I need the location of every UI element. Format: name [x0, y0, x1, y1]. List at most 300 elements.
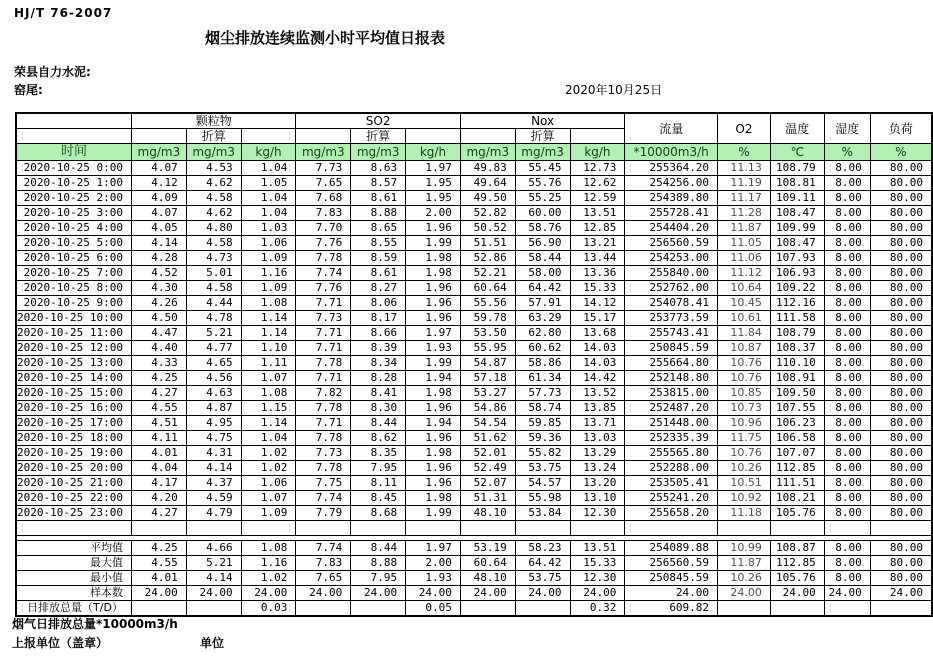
value-cell: 253505.41: [625, 476, 718, 491]
value-cell: 4.33: [131, 356, 186, 371]
value-cell: 55.56: [460, 296, 515, 311]
value-cell: 4.58: [186, 191, 241, 206]
page-title: 烟尘排放连续监测小时平均值日报表: [205, 29, 446, 47]
value-cell: 8.00: [824, 446, 870, 461]
hour-row: [16, 506, 932, 521]
unit-label: 单位: [200, 636, 225, 650]
value-cell: 24.00: [241, 586, 296, 601]
value-cell: 8.68: [351, 506, 406, 521]
value-cell: 12.73: [570, 161, 625, 176]
flow-unit: *10000m3/h: [625, 144, 718, 161]
value-cell: 80.00: [870, 491, 932, 506]
corner-cell: [16, 113, 131, 129]
value-cell: 14.12: [570, 296, 625, 311]
summary-label-cell: 最大值: [16, 556, 131, 571]
value-cell: 4.50: [131, 311, 186, 326]
value-cell: 7.65: [296, 176, 351, 191]
value-cell: 4.01: [131, 446, 186, 461]
value-cell: 80.00: [870, 281, 932, 296]
value-cell: 7.78: [296, 401, 351, 416]
value-cell: 7.83: [296, 206, 351, 221]
value-cell: 7.78: [296, 431, 351, 446]
standard-number: HJ/T 76-2007: [14, 6, 113, 20]
value-cell: 4.55: [131, 401, 186, 416]
value-cell: 57.73: [515, 386, 570, 401]
value-cell: 8.41: [351, 386, 406, 401]
value-cell: 58.86: [515, 356, 570, 371]
empty-cell: [16, 129, 131, 144]
value-cell: 53.75: [515, 461, 570, 476]
value-cell: 10.76: [718, 356, 771, 371]
value-cell: 112.85: [770, 556, 824, 571]
value-cell: 105.76: [770, 506, 824, 521]
hour-row: [16, 461, 932, 476]
value-cell: 105.76: [770, 571, 824, 586]
value-cell: 4.87: [186, 401, 241, 416]
value-cell: 4.62: [186, 206, 241, 221]
value-cell: [351, 601, 406, 617]
value-cell: 10.85: [718, 386, 771, 401]
value-cell: 109.11: [770, 191, 824, 206]
value-cell: 14.03: [570, 356, 625, 371]
value-cell: 15.17: [570, 311, 625, 326]
summary-row: [16, 541, 932, 556]
temp-header: 温度: [770, 113, 824, 144]
value-cell: 48.10: [460, 571, 515, 586]
value-cell: 13.44: [570, 251, 625, 266]
value-cell: 1.93: [406, 341, 461, 356]
time-cell: 2020-10-25 3:00: [16, 206, 131, 221]
value-cell: 62.80: [515, 326, 570, 341]
empty-row: [16, 521, 932, 536]
time-cell: 2020-10-25 13:00: [16, 356, 131, 371]
value-cell: 4.47: [131, 326, 186, 341]
value-cell: 15.33: [570, 556, 625, 571]
value-cell: 7.76: [296, 236, 351, 251]
value-cell: 55.76: [515, 176, 570, 191]
value-cell: 80.00: [870, 356, 932, 371]
value-cell: 4.01: [131, 571, 186, 586]
so2-converted-unit: mg/m3: [351, 144, 406, 161]
value-cell: 4.58: [186, 236, 241, 251]
summary-row: [16, 571, 932, 586]
value-cell: 255565.80: [625, 446, 718, 461]
value-cell: 252335.39: [625, 431, 718, 446]
value-cell: 50.52: [460, 221, 515, 236]
value-cell: 51.51: [460, 236, 515, 251]
value-cell: 55.95: [460, 341, 515, 356]
value-cell: 609.82: [625, 601, 718, 617]
empty-cell: [718, 521, 771, 536]
value-cell: 8.28: [351, 371, 406, 386]
hour-row: [16, 416, 932, 431]
value-cell: 8.44: [351, 541, 406, 556]
value-cell: 1.97: [406, 326, 461, 341]
value-cell: 4.40: [131, 341, 186, 356]
value-cell: 4.31: [186, 446, 241, 461]
value-cell: [131, 601, 186, 617]
value-cell: 1.11: [241, 356, 296, 371]
time-cell: 2020-10-25 14:00: [16, 371, 131, 386]
value-cell: 1.14: [241, 416, 296, 431]
flue-gas-total-note: 烟气日排放总量*10000m3/h: [12, 617, 178, 631]
value-cell: 80.00: [870, 386, 932, 401]
value-cell: 59.85: [515, 416, 570, 431]
value-cell: 7.71: [296, 371, 351, 386]
value-cell: 11.06: [718, 251, 771, 266]
value-cell: 10.76: [718, 446, 771, 461]
value-cell: 52.01: [460, 446, 515, 461]
value-cell: 4.65: [186, 356, 241, 371]
value-cell: 58.44: [515, 251, 570, 266]
value-cell: 11.87: [718, 221, 771, 236]
value-cell: 52.21: [460, 266, 515, 281]
value-cell: 8.00: [824, 341, 870, 356]
value-cell: 48.10: [460, 506, 515, 521]
value-cell: 80.00: [870, 416, 932, 431]
value-cell: 4.73: [186, 251, 241, 266]
pm-converted-unit: mg/m3: [186, 144, 241, 161]
hour-row: [16, 296, 932, 311]
value-cell: 54.57: [515, 476, 570, 491]
value-cell: 11.12: [718, 266, 771, 281]
humidity-header: 湿度: [824, 113, 870, 144]
value-cell: 8.00: [824, 311, 870, 326]
value-cell: 253815.00: [625, 386, 718, 401]
value-cell: 252148.80: [625, 371, 718, 386]
value-cell: 1.07: [241, 371, 296, 386]
value-cell: 13.51: [570, 206, 625, 221]
empty-cell: [16, 521, 131, 536]
value-cell: 8.00: [824, 541, 870, 556]
time-cell: 2020-10-25 10:00: [16, 311, 131, 326]
value-cell: 8.63: [351, 161, 406, 176]
time-header: 时间: [16, 144, 131, 161]
value-cell: 80.00: [870, 176, 932, 191]
value-cell: 24.00: [460, 586, 515, 601]
value-cell: 24.00: [515, 586, 570, 601]
value-cell: 4.55: [131, 556, 186, 571]
value-cell: 1.02: [241, 571, 296, 586]
value-cell: 80.00: [870, 571, 932, 586]
so2-group-header: SO2: [296, 113, 460, 129]
hour-row: [16, 236, 932, 251]
value-cell: 4.28: [131, 251, 186, 266]
value-cell: 1.06: [241, 476, 296, 491]
value-cell: 256560.59: [625, 236, 718, 251]
hour-row: [16, 176, 932, 191]
value-cell: 59.78: [460, 311, 515, 326]
table-body: [16, 161, 932, 617]
value-cell: 8.55: [351, 236, 406, 251]
empty-cell: [570, 129, 625, 144]
value-cell: 1.09: [241, 506, 296, 521]
value-cell: 111.51: [770, 476, 824, 491]
value-cell: 7.95: [351, 461, 406, 476]
value-cell: 7.78: [296, 251, 351, 266]
hour-row: [16, 251, 932, 266]
value-cell: 58.00: [515, 266, 570, 281]
value-cell: 0.32: [570, 601, 625, 617]
value-cell: 4.79: [186, 506, 241, 521]
time-cell: 2020-10-25 9:00: [16, 296, 131, 311]
value-cell: 4.37: [186, 476, 241, 491]
summary-label-cell: 日排放总量（T/D）: [16, 601, 131, 617]
value-cell: 8.00: [824, 401, 870, 416]
time-cell: 2020-10-25 17:00: [16, 416, 131, 431]
nox-unit: mg/m3: [460, 144, 515, 161]
value-cell: 1.96: [406, 281, 461, 296]
value-cell: 80.00: [870, 251, 932, 266]
value-cell: 1.10: [241, 341, 296, 356]
value-cell: 255658.20: [625, 506, 718, 521]
value-cell: 8.62: [351, 431, 406, 446]
value-cell: 1.99: [406, 356, 461, 371]
hour-row: [16, 356, 932, 371]
value-cell: 1.98: [406, 491, 461, 506]
value-cell: 11.84: [718, 326, 771, 341]
value-cell: 4.26: [131, 296, 186, 311]
report-date: 2020年10月25日: [565, 83, 663, 97]
nox-converted-header: 折算: [515, 129, 570, 144]
value-cell: 56.90: [515, 236, 570, 251]
value-cell: 8.00: [824, 491, 870, 506]
value-cell: 80.00: [870, 221, 932, 236]
value-cell: 54.54: [460, 416, 515, 431]
value-cell: 14.42: [570, 371, 625, 386]
value-cell: 80.00: [870, 236, 932, 251]
value-cell: 254389.80: [625, 191, 718, 206]
summary-label-cell: 样本数: [16, 586, 131, 601]
value-cell: 255364.20: [625, 161, 718, 176]
hour-row: [16, 161, 932, 176]
value-cell: 24.00: [824, 586, 870, 601]
value-cell: 1.14: [241, 311, 296, 326]
value-cell: 10.73: [718, 401, 771, 416]
value-cell: 1.96: [406, 221, 461, 236]
value-cell: 10.26: [718, 461, 771, 476]
value-cell: 1.16: [241, 556, 296, 571]
time-cell: 2020-10-25 8:00: [16, 281, 131, 296]
value-cell: 8.00: [824, 431, 870, 446]
value-cell: 10.64: [718, 281, 771, 296]
value-cell: 1.95: [406, 191, 461, 206]
value-cell: 112.85: [770, 461, 824, 476]
value-cell: 24.00: [570, 586, 625, 601]
value-cell: 13.03: [570, 431, 625, 446]
value-cell: 4.75: [186, 431, 241, 446]
time-cell: 2020-10-25 23:00: [16, 506, 131, 521]
value-cell: 52.82: [460, 206, 515, 221]
value-cell: 1.04: [241, 431, 296, 446]
time-cell: 2020-10-25 22:00: [16, 491, 131, 506]
value-cell: 1.02: [241, 461, 296, 476]
value-cell: 10.99: [718, 541, 771, 556]
value-cell: 13.20: [570, 476, 625, 491]
summary-row: [16, 601, 932, 617]
value-cell: 8.00: [824, 371, 870, 386]
value-cell: 12.85: [570, 221, 625, 236]
value-cell: 10.87: [718, 341, 771, 356]
value-cell: 1.97: [406, 161, 461, 176]
pm-group-header: 颗粒物: [131, 113, 295, 129]
units-header-row: [16, 144, 932, 161]
value-cell: 4.51: [131, 416, 186, 431]
empty-cell: [625, 521, 718, 536]
value-cell: 80.00: [870, 206, 932, 221]
empty-cell: [460, 129, 515, 144]
value-cell: 7.71: [296, 326, 351, 341]
value-cell: [870, 601, 932, 617]
value-cell: 1.02: [241, 446, 296, 461]
value-cell: 1.94: [406, 371, 461, 386]
value-cell: 14.03: [570, 341, 625, 356]
value-cell: 8.00: [824, 356, 870, 371]
value-cell: 7.95: [351, 571, 406, 586]
value-cell: 4.52: [131, 266, 186, 281]
summary-label-cell: 平均值: [16, 541, 131, 556]
value-cell: 4.95: [186, 416, 241, 431]
value-cell: 108.37: [770, 341, 824, 356]
empty-cell: [870, 521, 932, 536]
value-cell: 1.98: [406, 251, 461, 266]
value-cell: 1.04: [241, 161, 296, 176]
value-cell: 4.14: [186, 571, 241, 586]
value-cell: 64.42: [515, 281, 570, 296]
value-cell: 8.00: [824, 161, 870, 176]
value-cell: 4.63: [186, 386, 241, 401]
value-cell: 109.50: [770, 386, 824, 401]
value-cell: 7.75: [296, 476, 351, 491]
value-cell: 1.14: [241, 326, 296, 341]
value-cell: 254256.00: [625, 176, 718, 191]
value-cell: 1.09: [241, 281, 296, 296]
value-cell: 106.58: [770, 431, 824, 446]
time-cell: 2020-10-25 12:00: [16, 341, 131, 356]
value-cell: 53.19: [460, 541, 515, 556]
value-cell: 8.00: [824, 221, 870, 236]
value-cell: 13.10: [570, 491, 625, 506]
value-cell: 254089.88: [625, 541, 718, 556]
hour-row: [16, 281, 932, 296]
value-cell: 13.85: [570, 401, 625, 416]
value-cell: 2.00: [406, 556, 461, 571]
value-cell: 8.59: [351, 251, 406, 266]
hour-row: [16, 491, 932, 506]
value-cell: 8.00: [824, 386, 870, 401]
value-cell: 112.16: [770, 296, 824, 311]
value-cell: 60.00: [515, 206, 570, 221]
pm-unit: mg/m3: [131, 144, 186, 161]
value-cell: 60.64: [460, 556, 515, 571]
empty-cell: [570, 521, 625, 536]
value-cell: 4.05: [131, 221, 186, 236]
value-cell: 4.07: [131, 161, 186, 176]
value-cell: 4.44: [186, 296, 241, 311]
value-cell: 8.27: [351, 281, 406, 296]
empty-cell: [131, 129, 186, 144]
value-cell: 5.21: [186, 326, 241, 341]
value-cell: 1.16: [241, 266, 296, 281]
value-cell: [824, 601, 870, 617]
value-cell: 80.00: [870, 461, 932, 476]
value-cell: 57.91: [515, 296, 570, 311]
value-cell: 53.50: [460, 326, 515, 341]
time-cell: 2020-10-25 20:00: [16, 461, 131, 476]
value-cell: 8.00: [824, 506, 870, 521]
value-cell: 8.61: [351, 191, 406, 206]
value-cell: 10.61: [718, 311, 771, 326]
value-cell: 80.00: [870, 161, 932, 176]
value-cell: 254253.00: [625, 251, 718, 266]
value-cell: 254078.41: [625, 296, 718, 311]
summary-row: [16, 556, 932, 571]
value-cell: 8.65: [351, 221, 406, 236]
value-cell: 10.96: [718, 416, 771, 431]
hour-row: [16, 326, 932, 341]
value-cell: 107.07: [770, 446, 824, 461]
value-cell: 52.86: [460, 251, 515, 266]
value-cell: 1.96: [406, 401, 461, 416]
value-cell: 55.82: [515, 446, 570, 461]
value-cell: 1.08: [241, 541, 296, 556]
value-cell: 7.68: [296, 191, 351, 206]
value-cell: 24.00: [186, 586, 241, 601]
value-cell: 55.25: [515, 191, 570, 206]
monitor-site: 窑尾:: [14, 83, 43, 97]
value-cell: 13.71: [570, 416, 625, 431]
value-cell: 11.17: [718, 191, 771, 206]
value-cell: 1.96: [406, 461, 461, 476]
value-cell: 51.31: [460, 491, 515, 506]
value-cell: 252288.00: [625, 461, 718, 476]
value-cell: 7.71: [296, 296, 351, 311]
value-cell: 4.77: [186, 341, 241, 356]
empty-cell: [186, 521, 241, 536]
time-cell: 2020-10-25 5:00: [16, 236, 131, 251]
value-cell: 1.96: [406, 311, 461, 326]
value-cell: 8.88: [351, 556, 406, 571]
value-cell: 60.62: [515, 341, 570, 356]
value-cell: 10.26: [718, 571, 771, 586]
summary-row: [16, 586, 932, 601]
value-cell: 10.45: [718, 296, 771, 311]
value-cell: 4.12: [131, 176, 186, 191]
value-cell: 13.21: [570, 236, 625, 251]
company-name: 荣县自力水泥:: [14, 65, 91, 79]
value-cell: 8.00: [824, 461, 870, 476]
value-cell: 106.93: [770, 266, 824, 281]
value-cell: 0.05: [406, 601, 461, 617]
value-cell: 80.00: [870, 296, 932, 311]
value-cell: 1.96: [406, 431, 461, 446]
value-cell: 80.00: [870, 341, 932, 356]
value-cell: 24.00: [870, 586, 932, 601]
value-cell: [515, 601, 570, 617]
value-cell: 4.07: [131, 206, 186, 221]
value-cell: 1.06: [241, 236, 296, 251]
value-cell: 80.00: [870, 401, 932, 416]
value-cell: 13.24: [570, 461, 625, 476]
value-cell: 255728.41: [625, 206, 718, 221]
value-cell: 111.58: [770, 311, 824, 326]
time-cell: 2020-10-25 7:00: [16, 266, 131, 281]
value-cell: 4.62: [186, 176, 241, 191]
value-cell: 250845.59: [625, 571, 718, 586]
value-cell: 15.33: [570, 281, 625, 296]
value-cell: 12.59: [570, 191, 625, 206]
value-cell: 108.81: [770, 176, 824, 191]
